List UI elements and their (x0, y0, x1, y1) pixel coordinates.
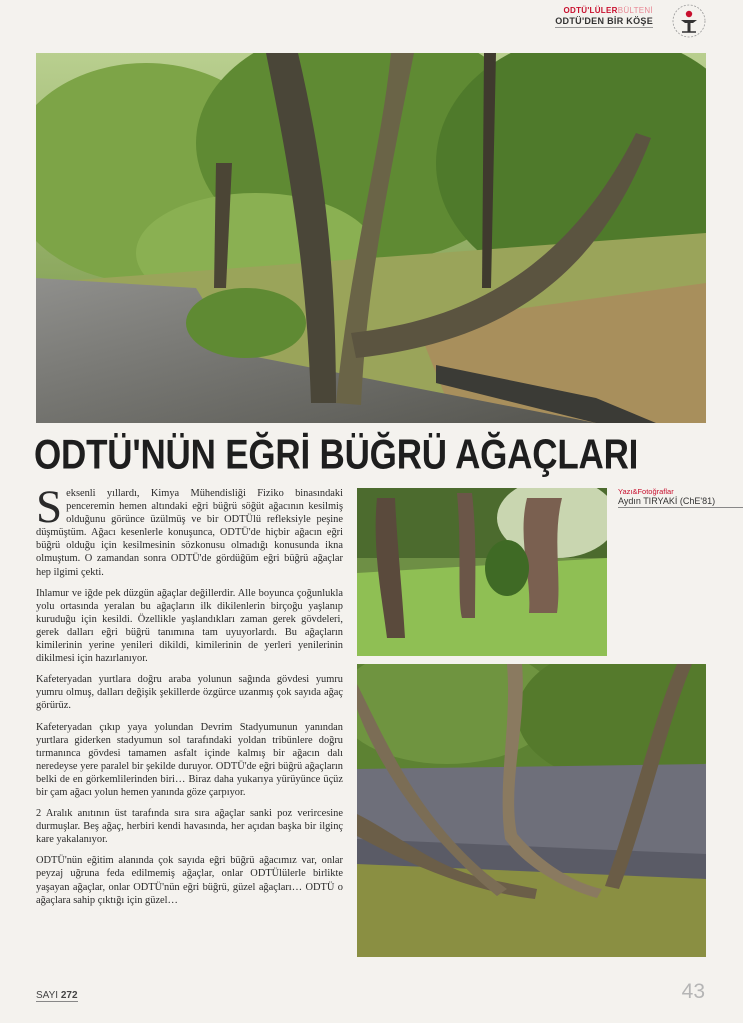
bulletin-name (555, 6, 653, 15)
credit-author: Aydın TIRYAKİ (ChE'81) (618, 496, 743, 508)
page-number: 43 (681, 980, 705, 1003)
photo-knotty-trunks (357, 488, 607, 656)
article-paragraph-2: Ihlamur ve iğde pek düzgün ağaçlar değillerdir. Alle boyunca çoğunlukla yolu ortasında yeralan bu ağaçların ilk dikilenlerin birçoğu yaşlanıp kuruduğu için kesildi. Özellikle yaşlandıkları zaman gerek gövdeleri, gerek dalları eğri büğrü tanımına tam uyuyorlardı. Bu ağaçların kimilerinin yerine yenileri dikildi, kimilerinin de yerleri yenilerinin dikilmesi için hazırlanıyor. (36, 587, 343, 665)
article-paragraph-4: Kafeteryadan çıkıp yaya yolundan Devrim Stadyumunun yanından yurtlara giderken stadyumun sol tarafındaki yoldan tribünlere doğru tırmanınca gövdesi tamamen asfalt içinde kalmış bir ağacın dalı neredeyse yere paralel bir şekilde duruyor. ODTÜ'de eğri büğrü ağaçların belki de en görkemlilerinden biri… Biraz daha yukarıya yürüyünce üçüz bir çam ağacı yolun hemen yanında göze çarpıyor. (36, 721, 343, 798)
drop-cap: S (36, 481, 63, 533)
main-photo-trees-by-road (36, 53, 706, 423)
article-title: ODTÜ'NÜN EĞRİ BÜĞRÜ AĞAÇLARI (34, 432, 639, 479)
issue-number: 272 (60, 990, 78, 1001)
article-body (36, 481, 343, 915)
issue-label-text: SAYI (36, 990, 59, 1001)
credit-label: Yazı&Fotoğraflar (618, 487, 674, 496)
article-paragraph-6: ODTÜ'nün eğitim alanında çok sayıda eğri büğrü ağacımız var, onlar peyzaj uğruna feda edilmemiş ağaçlar, onlar ODTÜlülerle birlikte yaşayan ağaçlar, onlar ODTÜ'nün eğri büğrü, güzel ağaçları… ODTÜ o ağaçlara sahip çıktığı için güzel… (36, 855, 343, 906)
article-paragraph-1 (36, 481, 343, 579)
issue-label (36, 990, 78, 1002)
section-title: ODTÜ'DEN BİR KÖŞE (555, 16, 653, 26)
paragraph-text: eksenli yıllardı, Kimya Mühendisliği Fiziko binasındaki penceremin hemen altındaki eğri büğrü söğüt ağacının kesilmiş olduğunu görünce üzülmüş ve bir ODTÜlü refleksiyle peşine düşmüştüm. Ağacı kesenlerle konuşunca, ODTÜ'de hiçbir ağacın eğri büğrü olduğu için kesilmesinin sözkonusu olmadığı konusunda ikna olmuştum. O zamandan sonra ODTÜ'de gördüğüm eğri büğrü ağaçlar hep ilgimi çekti. (36, 488, 343, 578)
article-credit (618, 487, 743, 508)
page-header (555, 6, 653, 28)
article-paragraph-3: Kafeteryadan yurtlara doğru araba yolunun sağında gövdesi yumru yumru olmuş, dalları değişik şekillerde özgürce uzanmış çok sayıda ağaç görürüz. (36, 674, 343, 712)
alumni-logo-icon (671, 3, 707, 39)
bulletin-name-main: ODTÜ'LÜLER (563, 6, 618, 15)
photo-trees-by-plaza (357, 664, 706, 957)
article-paragraph-5: 2 Aralık anıtının üst tarafında sıra sıra ağaçlar sanki poz verircesine durmuşlar. Beş ağaç, herbiri kendi havasında, her açıdan başka bir ilginç kare yakalanıyor. (36, 808, 343, 846)
bulletin-name-suffix: BÜLTENİ (617, 6, 653, 15)
